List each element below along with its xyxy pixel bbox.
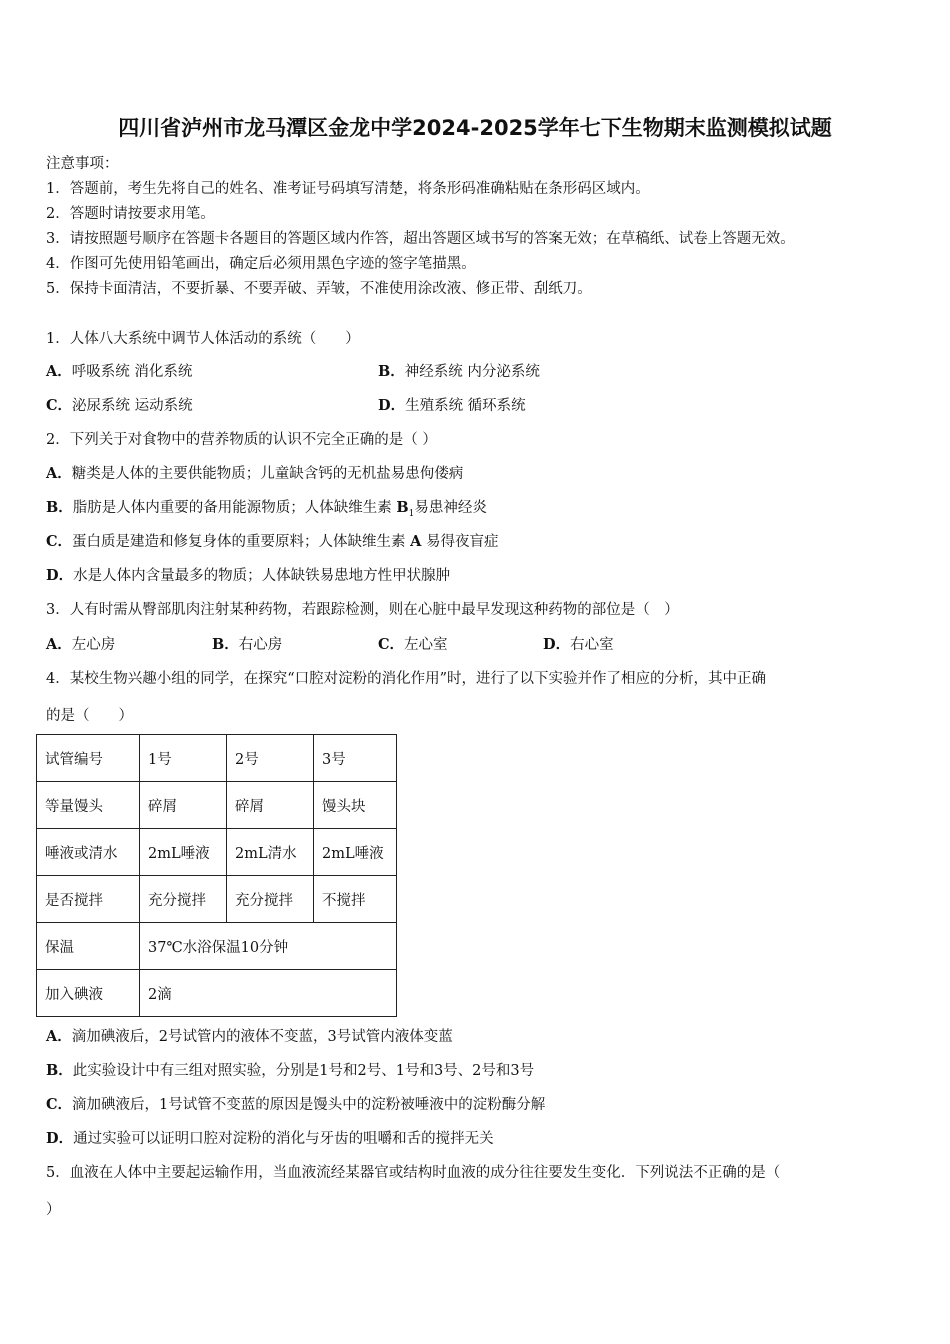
q4-option-d-label: D．: [46, 1130, 74, 1147]
q3-option-d: [543, 633, 614, 654]
experiment-table: [36, 734, 397, 1017]
q1-option-a-text: 呼吸系统 消化系统: [71, 364, 193, 380]
table-cell: 唾液或清水: [37, 829, 140, 876]
q3-option-b-label: B．: [212, 636, 239, 653]
q4-stem-line2: 的是（ ）: [46, 708, 133, 724]
table-cell: 馒头块: [314, 782, 397, 829]
q4-option-d: [46, 1127, 494, 1148]
table-cell: 3号: [314, 735, 397, 782]
q1-option-c: [46, 394, 193, 415]
q4-option-b: [46, 1059, 534, 1080]
q4-option-c: [46, 1093, 545, 1114]
q2-option-b: [46, 496, 487, 519]
table-cell: 试管编号: [37, 735, 140, 782]
q3-option-a-label: A．: [46, 636, 72, 653]
table-row: [37, 782, 397, 829]
table-cell: 2mL清水: [227, 829, 314, 876]
table-row: [37, 735, 397, 782]
q2-option-c-label: C．: [46, 533, 73, 550]
table-cell: 37℃水浴保温10分钟: [140, 923, 397, 970]
table-row: [37, 829, 397, 876]
q2-option-b-label: B．: [46, 499, 73, 516]
q1-option-d: [378, 394, 526, 415]
q4-option-b-text: 此实验设计中有三组对照实验，分别是1号和2号、1号和3号、2号和3号: [72, 1063, 535, 1079]
table-row: [37, 970, 397, 1017]
q2-option-b-subscript: 1: [408, 508, 415, 519]
table-cell: 充分搅拌: [227, 876, 314, 923]
q2-option-b-text: 脂肪是人体内重要的备用能源物质；人体缺维生素: [72, 500, 397, 516]
q4-option-a-text: 滴加碘液后，2号试管内的液体不变蓝，3号试管内液体变蓝: [71, 1029, 453, 1045]
notice-item-1: 1．答题前，考生先将自己的姓名、准考证号码填写清楚，将条形码准确粘贴在条形码区域内。: [46, 181, 650, 197]
table-cell: 1号: [140, 735, 227, 782]
q3-option-b-text: 右心房: [238, 637, 283, 653]
q1-option-a-label: A．: [46, 363, 72, 380]
table-cell: 等量馒头: [37, 782, 140, 829]
q2-option-b-vitamin: B: [396, 499, 409, 516]
notice-item-2: 2．答题时请按要求用笔。: [46, 206, 215, 222]
q4-option-d-text: 通过实验可以证明口腔对淀粉的消化与牙齿的咀嚼和舌的搅拌无关: [73, 1131, 494, 1147]
q2-option-a-label: A．: [46, 465, 72, 482]
table-row: [37, 923, 397, 970]
q2-option-d-label: D．: [46, 567, 74, 584]
page-title: 四川省泸州市龙马潭区金龙中学2024-2025学年七下生物期末监测模拟试题: [118, 116, 832, 140]
notice-heading: 注意事项：: [46, 156, 119, 172]
q3-option-c: [378, 633, 448, 654]
table-cell: 保温: [37, 923, 140, 970]
table-cell: 加入碘液: [37, 970, 140, 1017]
table-cell: 2mL唾液: [314, 829, 397, 876]
q2-option-b-text-end: 易患神经炎: [414, 500, 487, 516]
q3-option-d-label: D．: [543, 636, 571, 653]
q3-option-c-label: C．: [378, 636, 405, 653]
q2-option-c: [46, 530, 499, 551]
table-cell: 2滴: [140, 970, 397, 1017]
notice-item-3: 3．请按照题号顺序在答题卡各题目的答题区域内作答，超出答题区域书写的答案无效；在草稿纸、试卷上答题无效。: [46, 231, 795, 247]
q3-option-a: [46, 633, 115, 654]
table-cell: 2号: [227, 735, 314, 782]
q2-option-c-text-end: 易得夜盲症: [421, 534, 499, 550]
table-cell: 是否搅拌: [37, 876, 140, 923]
table-cell: 碎屑: [140, 782, 227, 829]
q3-option-a-text: 左心房: [71, 637, 116, 653]
q4-stem-line1: 4．某校生物兴趣小组的同学，在探究“口腔对淀粉的消化作用”时，进行了以下实验并作了相应的分析，其中正确: [46, 671, 767, 687]
q5-stem-line2: ）: [46, 1202, 61, 1218]
table-cell: 充分搅拌: [140, 876, 227, 923]
q4-option-b-label: B．: [46, 1062, 73, 1079]
q4-option-c-label: C．: [46, 1096, 73, 1113]
table-cell: 不搅拌: [314, 876, 397, 923]
q4-option-c-text: 滴加碘液后，1号试管不变蓝的原因是馒头中的淀粉被唾液中的淀粉酶分解: [72, 1097, 546, 1113]
q4-option-a: [46, 1025, 453, 1046]
q1-stem: 1．人体八大系统中调节人体活动的系统（ ）: [46, 331, 360, 347]
q1-option-d-label: D．: [378, 397, 406, 414]
q1-option-d-text: 生殖系统 循环系统: [405, 398, 526, 414]
q2-option-d: [46, 564, 450, 585]
table-row: [37, 876, 397, 923]
table-cell: 碎屑: [227, 782, 314, 829]
q3-option-c-text: 左心室: [404, 637, 448, 653]
q3-option-b: [212, 633, 282, 654]
table-cell: 2mL唾液: [140, 829, 227, 876]
q1-option-c-label: C．: [46, 397, 73, 414]
q2-stem: 2．下列关于对食物中的营养物质的认识不完全正确的是（ ）: [46, 432, 437, 448]
q1-option-b: [378, 360, 540, 381]
q4-option-a-label: A．: [46, 1028, 72, 1045]
q2-option-c-vitamin: A: [410, 533, 422, 550]
q2-option-c-text: 蛋白质是建造和修复身体的重要原料；人体缺维生素: [72, 534, 411, 550]
q1-option-b-label: B．: [378, 363, 405, 380]
q2-option-a-text: 糖类是人体的主要供能物质；儿童缺含钙的无机盐易患佝偻病: [71, 466, 464, 482]
notice-item-4: 4．作图可先使用铅笔画出，确定后必须用黑色字迹的签字笔描黑。: [46, 256, 476, 272]
q1-option-c-text: 泌尿系统 运动系统: [72, 398, 193, 414]
q2-option-a: [46, 462, 463, 483]
q5-stem-line1: 5．血液在人体中主要起运输作用，当血液流经某器官或结构时血液的成分往往要发生变化．下列说法不正确的是（: [46, 1165, 781, 1181]
notice-item-5: 5．保持卡面清洁，不要折暴、不要弄破、弄皱，不准使用涂改液、修正带、刮纸刀。: [46, 281, 592, 297]
q3-stem: 3．人有时需从臀部肌肉注射某种药物，若跟踪检测，则在心脏中最早发现这种药物的部位是（ ）: [46, 602, 679, 618]
q1-option-b-text: 神经系统 内分泌系统: [404, 364, 540, 380]
q3-option-d-text: 右心室: [570, 637, 614, 653]
q1-option-a: [46, 360, 192, 381]
q2-option-d-text: 水是人体内含量最多的物质；人体缺铁易患地方性甲状腺肿: [73, 568, 451, 584]
